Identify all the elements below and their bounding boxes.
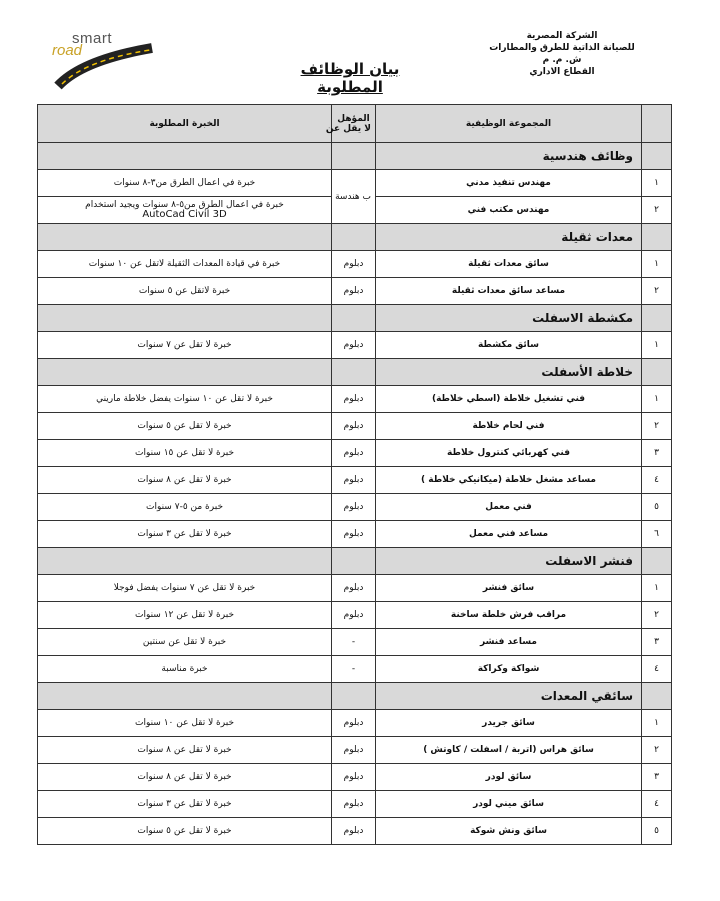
job-title: فني كهربائي كنترول خلاطة bbox=[376, 440, 642, 467]
group-num-cell bbox=[642, 548, 672, 575]
group-header-row bbox=[38, 548, 672, 575]
job-experience: خبرة لا تقل عن ٥ سنوات bbox=[38, 818, 332, 845]
group-name: معدات ثقيلة bbox=[376, 224, 642, 251]
job-qualification: دبلوم bbox=[332, 818, 376, 845]
job-row bbox=[38, 467, 672, 494]
job-experience: خبرة لا تقل عن ٣ سنوات bbox=[38, 521, 332, 548]
group-header-row bbox=[38, 359, 672, 386]
job-experience: خبرة لا تقل عن ١٥ سنوات bbox=[38, 440, 332, 467]
group-exp-cell bbox=[38, 683, 332, 710]
header-experience: الخبرة المطلوبة bbox=[38, 105, 332, 143]
job-title: سائق مكشطة bbox=[376, 332, 642, 359]
job-qualification: - bbox=[332, 629, 376, 656]
job-title: مهندس تنفيذ مدني bbox=[376, 170, 642, 197]
job-qualification: دبلوم bbox=[332, 467, 376, 494]
group-exp-cell bbox=[38, 359, 332, 386]
job-number: ٥ bbox=[642, 494, 672, 521]
job-row bbox=[38, 251, 672, 278]
job-title: سائق معدات ثقيلة bbox=[376, 251, 642, 278]
job-title: مساعد سائق معدات ثقيلة bbox=[376, 278, 642, 305]
job-experience: خبرة لا تقل عن ٨ سنوات bbox=[38, 467, 332, 494]
job-title: سائق فنشر bbox=[376, 575, 642, 602]
job-experience: خبرة لاتقل عن ٥ سنوات bbox=[38, 278, 332, 305]
job-row bbox=[38, 575, 672, 602]
job-qualification: ب هندسة bbox=[332, 170, 376, 224]
job-title: مساعد مشغل خلاطة (ميكانيكي خلاطة ) bbox=[376, 467, 642, 494]
job-number: ٤ bbox=[642, 791, 672, 818]
job-title: شواكة وكراكة bbox=[376, 656, 642, 683]
job-experience: خبرة في قيادة المعدات الثقيلة لاتقل عن ١٠ سنوات bbox=[38, 251, 332, 278]
job-number: ١ bbox=[642, 386, 672, 413]
job-experience: خبرة لا تقل عن ٧ سنوات bbox=[38, 332, 332, 359]
job-number: ٥ bbox=[642, 818, 672, 845]
job-experience: خبرة لا تقل عن ٨ سنوات bbox=[38, 764, 332, 791]
job-number: ٢ bbox=[642, 197, 672, 224]
job-number: ٢ bbox=[642, 278, 672, 305]
job-experience-text: خبرة في اعمال الطرق من٥-٨ سنوات ويجيد استخدام bbox=[85, 200, 284, 210]
group-qual-cell bbox=[332, 683, 376, 710]
job-row bbox=[38, 440, 672, 467]
group-num-cell bbox=[642, 359, 672, 386]
job-row bbox=[38, 332, 672, 359]
job-row bbox=[38, 413, 672, 440]
job-experience: خبرة في اعمال الطرق من٣-٨ سنوات bbox=[38, 170, 332, 197]
job-experience bbox=[38, 197, 332, 224]
job-row bbox=[38, 602, 672, 629]
group-name: فنشر الاسفلت bbox=[376, 548, 642, 575]
header-group: المجموعة الوظيفية bbox=[376, 105, 642, 143]
job-number: ٤ bbox=[642, 656, 672, 683]
job-experience: خبرة لا تقل عن ١٠ سنوات bbox=[38, 710, 332, 737]
job-number: ٣ bbox=[642, 440, 672, 467]
logo-word-smart: smart bbox=[72, 30, 112, 47]
group-exp-cell bbox=[38, 224, 332, 251]
job-title: مساعد فنشر bbox=[376, 629, 642, 656]
header-qual-line1: المؤهل bbox=[337, 113, 370, 124]
job-experience: خبرة لا تقل عن ٣ سنوات bbox=[38, 791, 332, 818]
jobs-table-body bbox=[38, 143, 672, 845]
group-qual-cell bbox=[332, 548, 376, 575]
job-qualification: دبلوم bbox=[332, 602, 376, 629]
group-exp-cell bbox=[38, 548, 332, 575]
job-qualification: دبلوم bbox=[332, 386, 376, 413]
job-title: سائق هراس (اتربة / اسفلت / كاوتش ) bbox=[376, 737, 642, 764]
job-experience: خبرة لا تقل عن ٨ سنوات bbox=[38, 737, 332, 764]
job-number: ٣ bbox=[642, 629, 672, 656]
job-number: ٢ bbox=[642, 737, 672, 764]
job-qualification: دبلوم bbox=[332, 440, 376, 467]
group-name: مكشطة الاسفلت bbox=[376, 305, 642, 332]
job-experience: خبرة لا تقل عن ٥ سنوات bbox=[38, 413, 332, 440]
job-row bbox=[38, 386, 672, 413]
group-qual-cell bbox=[332, 359, 376, 386]
company-header bbox=[482, 30, 642, 78]
header-qual-line2: لا يقل عن bbox=[325, 123, 371, 134]
job-experience: خبرة لا تقل عن ١٠ سنوات يفضل خلاطة ماريني bbox=[38, 386, 332, 413]
job-row bbox=[38, 629, 672, 656]
job-row bbox=[38, 521, 672, 548]
job-qualification: دبلوم bbox=[332, 710, 376, 737]
job-number: ١ bbox=[642, 710, 672, 737]
job-number: ٢ bbox=[642, 413, 672, 440]
company-line-3: ش. م. م bbox=[542, 55, 582, 65]
group-header-row bbox=[38, 683, 672, 710]
group-name: وظائف هندسية bbox=[376, 143, 642, 170]
group-header-row bbox=[38, 143, 672, 170]
job-qualification: دبلوم bbox=[332, 332, 376, 359]
job-qualification: دبلوم bbox=[332, 737, 376, 764]
job-number: ١ bbox=[642, 251, 672, 278]
group-header-row bbox=[38, 305, 672, 332]
logo-word-road: road bbox=[52, 42, 83, 59]
group-num-cell bbox=[642, 683, 672, 710]
job-row bbox=[38, 818, 672, 845]
job-row bbox=[38, 656, 672, 683]
job-title: مساعد فني معمل bbox=[376, 521, 642, 548]
job-number: ٣ bbox=[642, 764, 672, 791]
table-header-row bbox=[38, 105, 672, 143]
job-number: ١ bbox=[642, 575, 672, 602]
job-row bbox=[38, 710, 672, 737]
group-num-cell bbox=[642, 143, 672, 170]
company-line-2: للصيانة الذاتية للطرق والمطارات bbox=[489, 43, 635, 53]
job-title: سائق ونش شوكة bbox=[376, 818, 642, 845]
job-qualification: دبلوم bbox=[332, 764, 376, 791]
job-number: ٢ bbox=[642, 602, 672, 629]
job-row bbox=[38, 170, 672, 197]
job-experience: خبرة مناسبة bbox=[38, 656, 332, 683]
group-qual-cell bbox=[332, 224, 376, 251]
company-line-1: الشركة المصرية bbox=[526, 31, 598, 41]
job-title: سائق ميني لودر bbox=[376, 791, 642, 818]
header-num bbox=[642, 105, 672, 143]
job-number: ١ bbox=[642, 170, 672, 197]
job-title: سائق جريدر bbox=[376, 710, 642, 737]
job-title: مهندس مكتب فني bbox=[376, 197, 642, 224]
job-row bbox=[38, 494, 672, 521]
job-number: ٦ bbox=[642, 521, 672, 548]
job-qualification: دبلوم bbox=[332, 278, 376, 305]
job-experience-software: AutoCad Civil 3D bbox=[142, 209, 227, 220]
job-qualification: دبلوم bbox=[332, 575, 376, 602]
group-header-row bbox=[38, 224, 672, 251]
job-qualification: دبلوم bbox=[332, 413, 376, 440]
job-title: مراقب فرش خلطة ساخنة bbox=[376, 602, 642, 629]
company-logo bbox=[52, 30, 162, 88]
job-title: فني لحام خلاطة bbox=[376, 413, 642, 440]
job-qualification: دبلوم bbox=[332, 791, 376, 818]
job-title: فني تشغيل خلاطة (اسطي خلاطة) bbox=[376, 386, 642, 413]
group-name: خلاطة الأسفلت bbox=[376, 359, 642, 386]
job-number: ١ bbox=[642, 332, 672, 359]
job-title: فني معمل bbox=[376, 494, 642, 521]
job-qualification: - bbox=[332, 656, 376, 683]
group-qual-cell bbox=[332, 305, 376, 332]
group-qual-cell bbox=[332, 143, 376, 170]
job-experience: خبرة لا تقل عن ١٢ سنوات bbox=[38, 602, 332, 629]
group-exp-cell bbox=[38, 305, 332, 332]
job-row bbox=[38, 764, 672, 791]
job-qualification: دبلوم bbox=[332, 494, 376, 521]
job-row bbox=[38, 791, 672, 818]
header-qualification bbox=[325, 105, 376, 143]
company-line-4: القطاع الاداري bbox=[529, 67, 595, 77]
job-row bbox=[38, 278, 672, 305]
group-num-cell bbox=[642, 224, 672, 251]
jobs-table bbox=[37, 104, 672, 845]
job-title: سائق لودر bbox=[376, 764, 642, 791]
page-title: بيان الوظائف المطلوبة bbox=[300, 60, 400, 96]
job-experience: خبرة من ٥-٧ سنوات bbox=[38, 494, 332, 521]
job-qualification: دبلوم bbox=[332, 521, 376, 548]
group-name: سائقي المعدات bbox=[376, 683, 642, 710]
job-row bbox=[38, 737, 672, 764]
job-experience: خبرة لا تقل عن ٧ سنوات يفضل فوجلا bbox=[38, 575, 332, 602]
group-num-cell bbox=[642, 305, 672, 332]
job-experience: خبرة لا تقل عن سنتين bbox=[38, 629, 332, 656]
job-qualification: دبلوم bbox=[332, 251, 376, 278]
group-exp-cell bbox=[38, 143, 332, 170]
job-number: ٤ bbox=[642, 467, 672, 494]
